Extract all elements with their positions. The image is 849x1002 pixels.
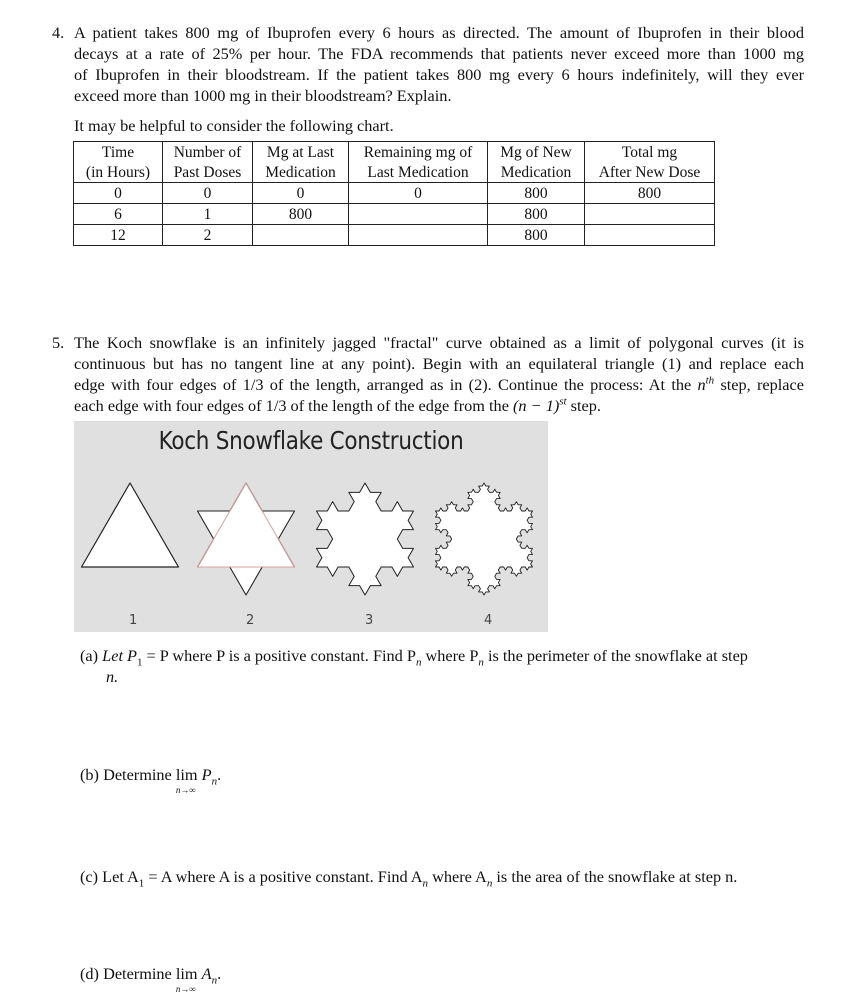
end: .: [217, 964, 222, 983]
table-header-cell: Medication: [253, 162, 349, 183]
part-a-label: (a): [80, 646, 99, 665]
table-header-cell: Mg of New: [488, 142, 585, 163]
lim: lim: [175, 765, 198, 784]
sub: n: [211, 974, 218, 987]
q4-line: exceed more than 1000 mg in their bloodstream? Explain.: [74, 86, 452, 105]
koch-drawing: [74, 421, 548, 632]
table-header-cell: Last Medication: [349, 162, 488, 183]
part-a: [80, 645, 802, 687]
table-header-row: [74, 162, 715, 183]
table-cell: [349, 225, 488, 246]
table-row: [74, 225, 715, 246]
table-header-cell: Past Doses: [163, 162, 253, 183]
q5-n-var: n: [697, 375, 706, 394]
part-a-text: Let P: [102, 646, 137, 665]
q5-line: [74, 374, 804, 395]
sub: n: [211, 775, 218, 788]
sub: 1: [136, 656, 143, 669]
ibuprofen-chart: [73, 141, 715, 246]
part-b-text: Determine: [103, 765, 172, 784]
table-cell: [585, 225, 715, 246]
table-header-cell: Total mg: [585, 142, 715, 163]
q5-n-minus-1: (n − 1): [513, 396, 560, 415]
q5-st-sup: st: [559, 395, 567, 408]
q4-line: of Ibuprofen in their bloodstream. If the patient takes 800 mg every 6 hours indefinitely, will they ever: [74, 65, 804, 84]
table-cell: 800: [488, 204, 585, 225]
part-b: [80, 764, 222, 795]
lim: lim: [175, 964, 198, 983]
table-header-cell: Remaining mg of: [349, 142, 488, 163]
table-cell: 0: [349, 183, 488, 204]
part-b-label: (b): [80, 765, 99, 784]
lim-sub: n→∞: [175, 984, 196, 994]
table-cell: 12: [74, 225, 163, 246]
part-a-continuation: [80, 666, 802, 687]
table-cell: 0: [253, 183, 349, 204]
part-d-text: Determine: [103, 964, 172, 983]
table-cell: 800: [253, 204, 349, 225]
part-c-text: Let A: [102, 867, 139, 886]
koch-step-3-snowflake: [317, 483, 414, 595]
question-5-text: [74, 332, 804, 416]
q4-line: A patient takes 800 mg of Ibuprofen every 6 hours as directed. The amount of Ibuprofen in their blood: [74, 23, 804, 42]
limit-expression: [175, 764, 198, 795]
sub: n: [422, 877, 429, 890]
table-header-cell: Number of: [163, 142, 253, 163]
q5-line4-end: step.: [566, 396, 601, 415]
part-a-text: n.: [106, 667, 119, 686]
part-c-label: (c): [80, 867, 99, 886]
table-cell: 2: [163, 225, 253, 246]
table-header-cell: After New Dose: [585, 162, 715, 183]
table-header-cell: Mg at Last: [253, 142, 349, 163]
table-cell: [253, 225, 349, 246]
q5-line: The Koch snowflake is an infinitely jagged "fractal" curve obtained as a limit of polygonal curves (it is: [74, 333, 804, 352]
limit-expression: [175, 963, 198, 994]
q4-line: decays at a rate of 25% per hour. The FDA recommends that patients never exceed more than 1000 mg: [74, 44, 804, 63]
part-c-text: is the area of the snowflake at step n.: [492, 867, 738, 886]
question-5-number: 5.: [52, 333, 65, 352]
table-cell: 800: [488, 183, 585, 204]
koch-snowflake-figure: [74, 421, 548, 632]
table-header-cell: (in Hours): [74, 162, 163, 183]
figure-label-3: 3: [365, 613, 374, 628]
table-header-row: [74, 142, 715, 163]
table-cell: 0: [163, 183, 253, 204]
table-header-cell: Time: [74, 142, 163, 163]
chart-hint: It may be helpful to consider the following chart.: [74, 116, 394, 135]
part-a-text: = P where P is a positive constant. Find P: [142, 646, 416, 665]
table-cell: [349, 204, 488, 225]
table-cell: 6: [74, 204, 163, 225]
var: A: [201, 964, 212, 983]
figure-label-2: 2: [246, 613, 255, 628]
question-4-text: [74, 22, 804, 106]
part-c-text: = A where A is a positive constant. Find A: [144, 867, 423, 886]
table-cell: [585, 204, 715, 225]
table-cell: 1: [163, 204, 253, 225]
q5-th-sup: th: [705, 374, 715, 387]
sub: n: [486, 877, 493, 890]
end: .: [217, 765, 222, 784]
q5-line: [74, 395, 804, 416]
part-c-text: where A: [428, 867, 487, 886]
koch-step-4-snowflake: [436, 483, 533, 595]
part-d-label: (d): [80, 964, 99, 983]
table-cell: 800: [585, 183, 715, 204]
lim-sub: n→∞: [175, 785, 196, 795]
table-row: [74, 204, 715, 225]
koch-step-1-triangle: [82, 483, 179, 567]
figure-label-1: 1: [129, 613, 138, 628]
koch-step-2-star: [198, 483, 295, 595]
part-a-text: is the perimeter of the snowflake at step: [483, 646, 748, 665]
q5-line3-text: edge with four edges of 1/3 of the length, arranged as in (2). Continue the process: At the: [74, 375, 698, 394]
figure-title: Koch Snowflake Construction: [158, 426, 464, 455]
part-a-text: where P: [421, 646, 479, 665]
table-row: [74, 183, 715, 204]
q5-line3-end: step, replace: [714, 375, 804, 394]
q5-line4-text: each edge with four edges of 1/3 of the length of the edge from the: [74, 396, 513, 415]
part-d: [80, 963, 222, 994]
sub: 1: [138, 877, 145, 890]
sub: n: [415, 656, 422, 669]
table-header-cell: Medication: [488, 162, 585, 183]
part-c: [80, 866, 802, 890]
q5-line: continuous but has no tangent line at any point). Begin with an equilateral triangle (1) and replace each: [74, 354, 804, 373]
question-4-number: 4.: [52, 23, 65, 42]
figure-label-4: 4: [484, 613, 493, 628]
table-cell: 800: [488, 225, 585, 246]
var: P: [201, 765, 212, 784]
table-cell: 0: [74, 183, 163, 204]
sub: n: [478, 656, 484, 669]
